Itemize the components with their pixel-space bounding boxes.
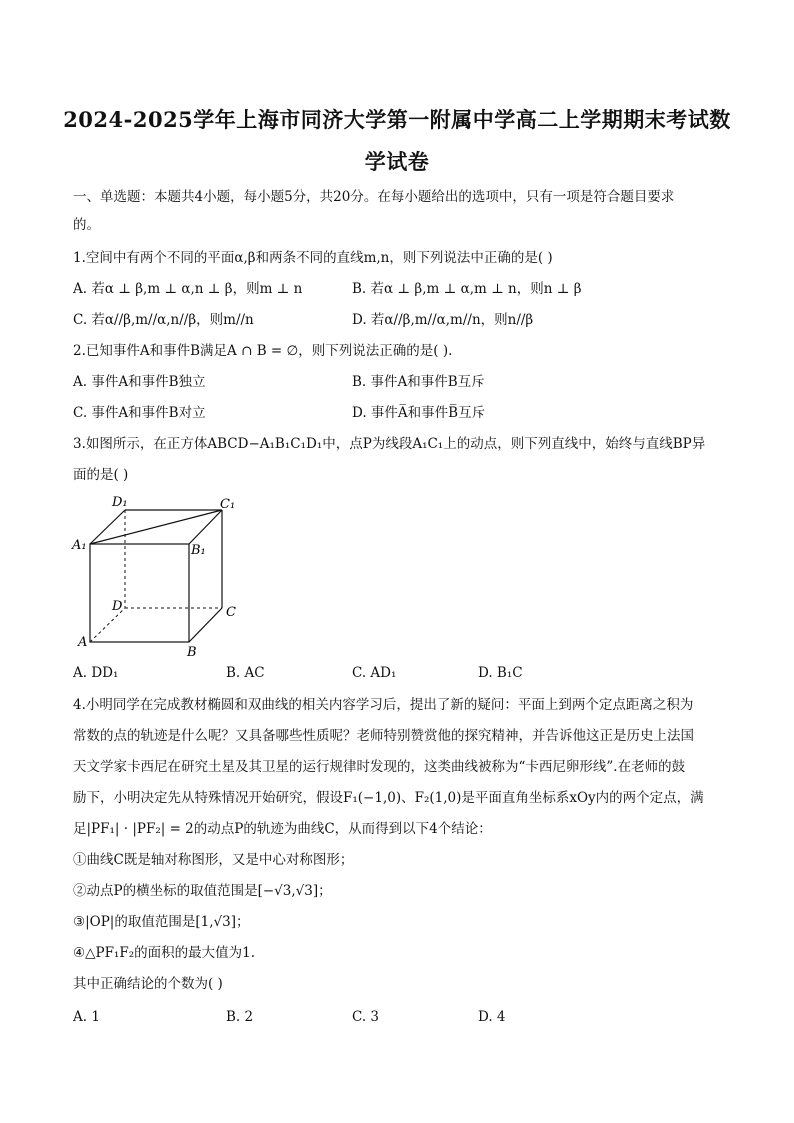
cube-figure xyxy=(70,488,250,658)
q3-stem-line1: 3.如图所示，在正方体ABCD−A₁B₁C₁D₁中，点P为线段A₁C₁上的动点，则下列直线中，始终与直线BP异 xyxy=(73,436,706,452)
section-header-line2: 的。 xyxy=(73,217,100,233)
q4-stem-line5: 足|PF₁| · |PF₂| = 2的动点P的轨迹为曲线C，从而得到以下4个结论： xyxy=(73,821,492,837)
label-a1: A₁ xyxy=(72,538,87,553)
q3-option-c: C. AD₁ xyxy=(352,665,397,681)
segment-a1c1 xyxy=(90,510,222,544)
q1-option-b: B. 若α ⊥ β,m ⊥ α,m ⊥ n，则n ⊥ β xyxy=(352,281,582,297)
edge-b1c1 xyxy=(189,510,222,544)
q3-stem-line2: 面的是( ) xyxy=(73,467,129,483)
label-d1: D₁ xyxy=(112,495,128,510)
q4-conclusion-3: ③|OP|的取值范围是[1,√3]； xyxy=(73,914,250,930)
label-b: B xyxy=(187,645,197,658)
q2-option-a: A. 事件A和事件B独立 xyxy=(73,374,206,390)
q3-option-d: D. B₁C xyxy=(478,665,523,681)
q4-stem-line1: 4.小明同学在完成教材椭圆和双曲线的相关内容学习后，提出了新的疑问：平面上到两个定点距离之积为 xyxy=(73,697,694,713)
q4-option-d: D. 4 xyxy=(478,1009,506,1025)
q3-option-a: A. DD₁ xyxy=(73,665,119,681)
q4-conclusion-4: ④△PF₁F₂的面积的最大值为1. xyxy=(73,945,256,961)
label-c: C xyxy=(226,605,236,620)
q1-option-d: D. 若α//β,m//α,m//n，则n//β xyxy=(352,312,534,328)
q2-stem: 2.已知事件A和事件B满足A ∩ B = ∅，则下列说法正确的是( ). xyxy=(73,343,453,359)
q4-option-c: C. 3 xyxy=(352,1009,380,1025)
section-header-line1: 一、单选题：本题共4小题，每小题5分，共20分。在每小题给出的选项中，只有一项是符合题目要求 xyxy=(73,189,675,205)
q4-option-a: A. 1 xyxy=(73,1009,100,1025)
exam-title-line1: 2024-2025学年上海市同济大学第一附属中学高二上学期期末考试数 xyxy=(63,107,731,132)
q1-option-c: C. 若α//β,m//α,n//β，则m//n xyxy=(73,312,254,328)
q2-option-d: D. 事件A̅和事件B̅互斥 xyxy=(352,405,486,421)
q4-stem-line3: 天文学家卡西尼在研究土星及其卫星的运行规律时发现的，这类曲线被称为“卡西尼卵形线”.在老师的鼓 xyxy=(73,759,686,775)
q2-option-b: B. 事件A和事件B互斥 xyxy=(352,374,485,390)
q4-conclusion-1: ①曲线C既是轴对称图形，又是中心对称图形； xyxy=(73,852,354,868)
q2-option-c: C. 事件A和事件B对立 xyxy=(73,405,206,421)
label-b1: B₁ xyxy=(191,543,206,558)
edge-bc xyxy=(189,608,222,642)
q1-option-a: A. 若α ⊥ β,m ⊥ α,n ⊥ β，则m ⊥ n xyxy=(73,281,303,297)
q4-option-b: B. 2 xyxy=(226,1009,254,1025)
q4-stem-line2: 常数的点的轨迹是什么呢？又具备哪些性质呢？老师特别赞赏他的探究精神，并告诉他这正是历史上法国 xyxy=(73,728,694,744)
label-d: D xyxy=(112,599,123,614)
label-a: A xyxy=(78,635,88,650)
q4-stem-line4: 励下，小明决定先从特殊情况开始研究，假设F₁(−1,0)、F₂(1,0)是平面直角坐标系xOy内的两个定点，满 xyxy=(73,790,704,806)
q3-option-b: B. AC xyxy=(226,665,265,681)
q1-stem: 1.空间中有两个不同的平面α,β和两条不同的直线m,n，则下列说法中正确的是( ) xyxy=(73,250,553,266)
q4-conclusion-2: ②动点P的横坐标的取值范围是[−√3,√3]； xyxy=(73,883,332,899)
q4-question: 其中正确结论的个数为( ) xyxy=(73,976,223,992)
label-c1: C₁ xyxy=(220,497,236,512)
exam-title-line2: 学试卷 xyxy=(364,149,430,174)
